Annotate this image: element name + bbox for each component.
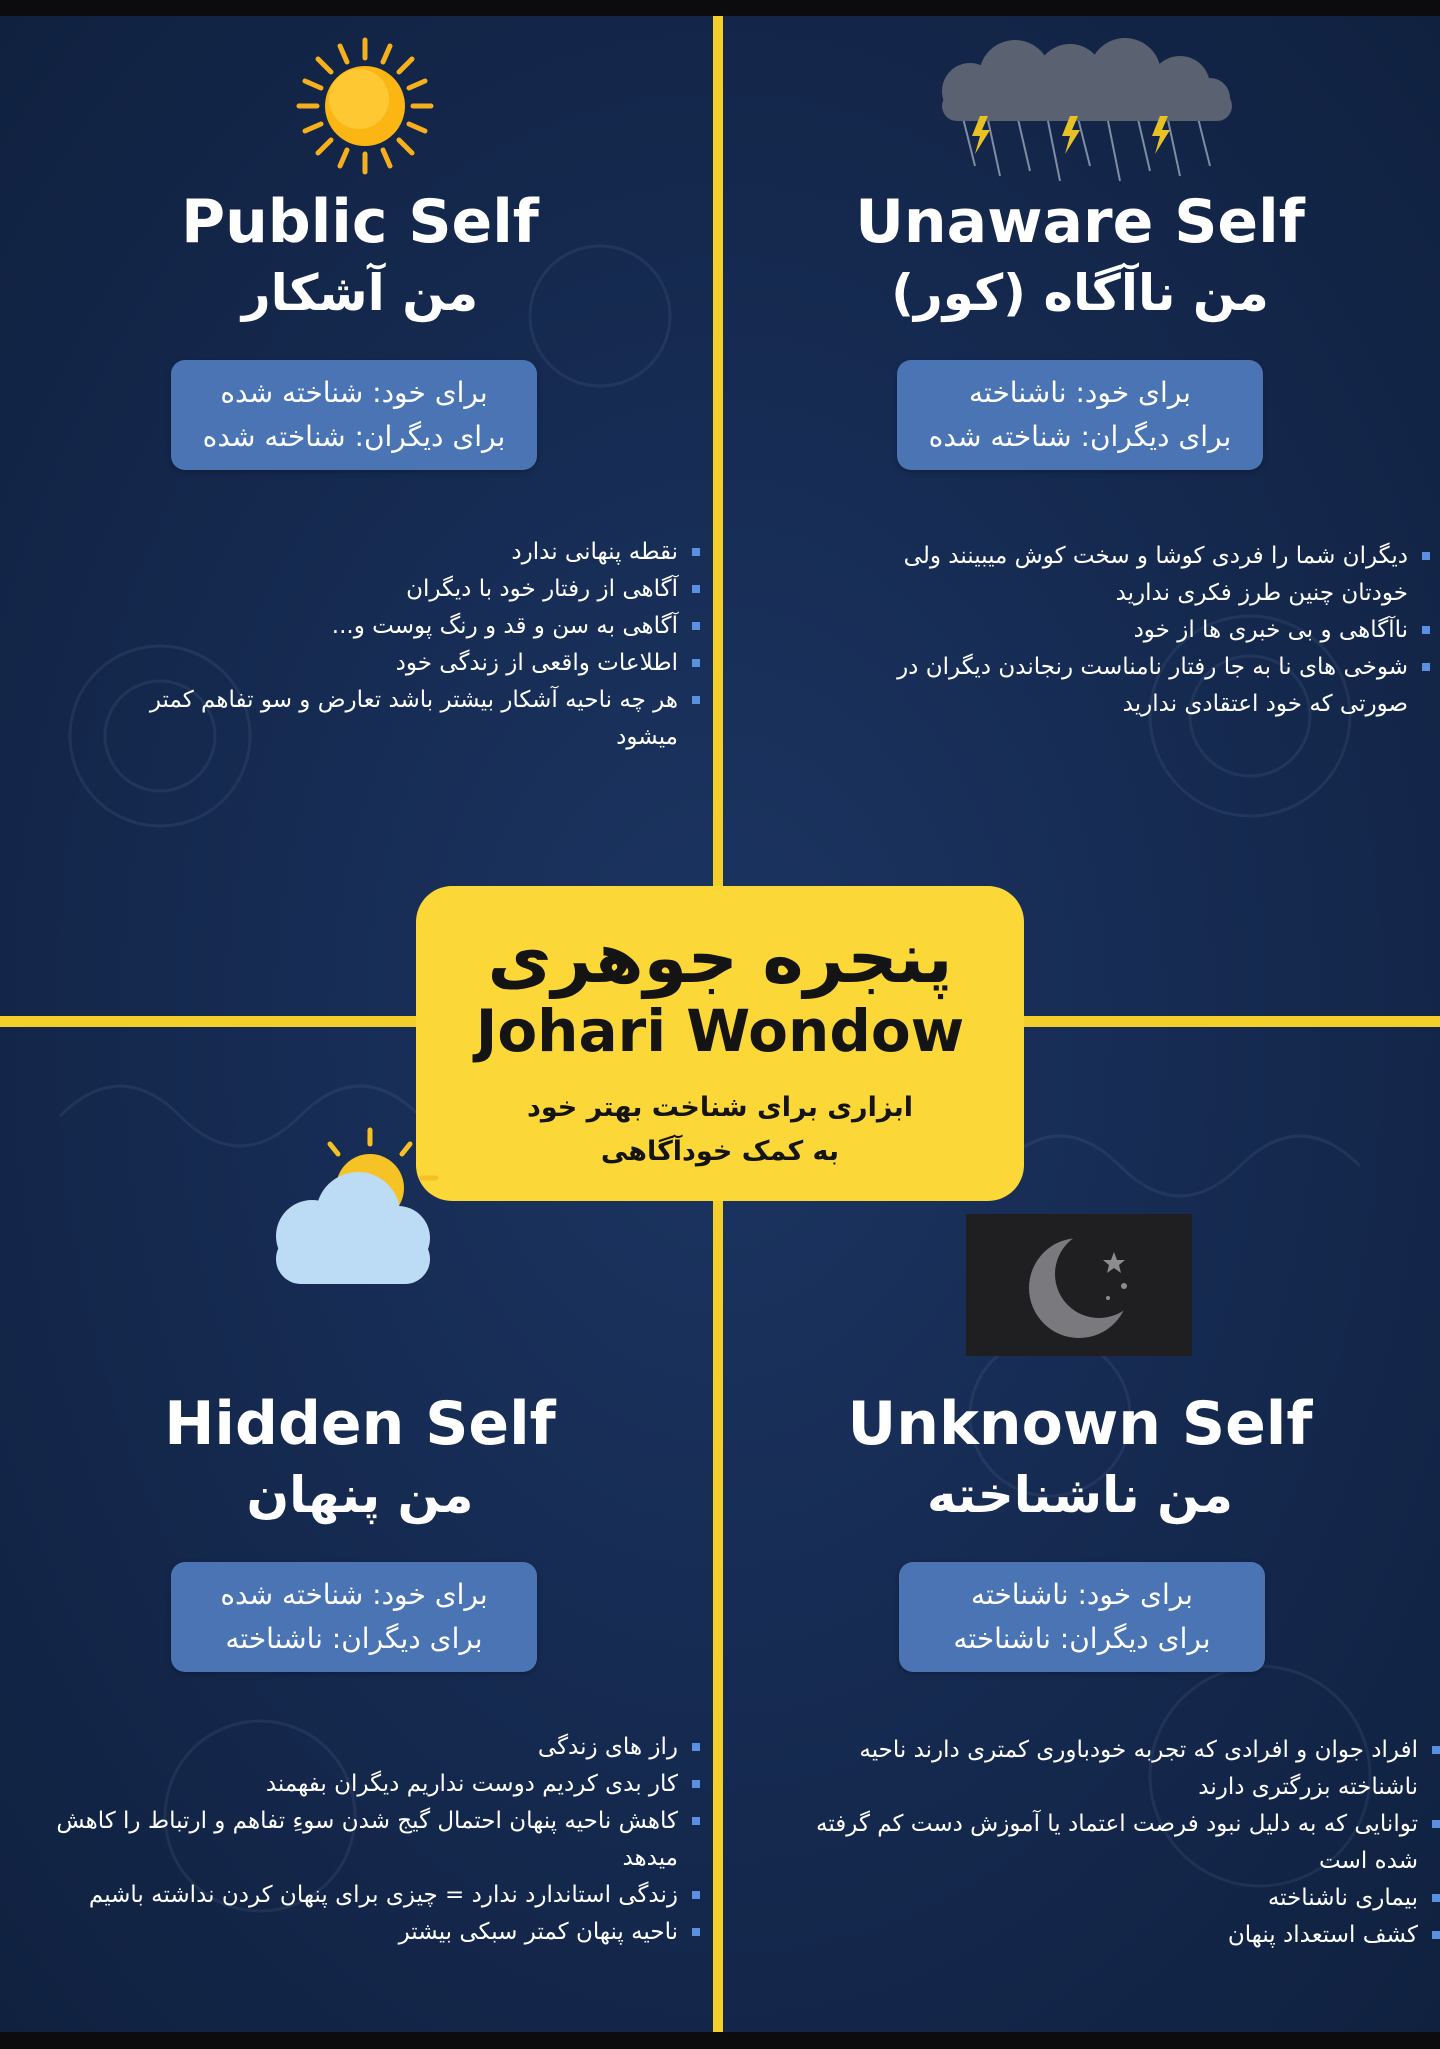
list-item: ناحیه پنهان کمتر سبکی بیشتر	[20, 1914, 700, 1951]
hidden-self-info-box	[171, 1562, 537, 1672]
public-self-info-box	[171, 360, 537, 470]
sun-icon	[295, 36, 435, 176]
list-item: توانایی که به دلیل نبود فرصت اعتماد یا آموزش دست کم گرفته شده است	[780, 1806, 1440, 1880]
list-item: زندگی استاندارد ندارد = چیزی برای پنهان کردن نداشته باشیم	[20, 1877, 700, 1914]
hidden-self-self-line: برای خود: شناخته شده	[220, 1578, 488, 1611]
public-self-self-line: برای خود: شناخته شده	[220, 376, 488, 409]
unaware-self-bullets	[870, 538, 1430, 723]
partly-cloudy-icon	[250, 1126, 450, 1286]
unknown-self-bullets	[780, 1732, 1440, 1954]
list-item: راز های زندگی	[20, 1729, 700, 1766]
public-self-others-line: برای دیگران: شناخته شده	[202, 420, 506, 453]
list-item: آگاهی به سن و قد و رنگ پوست و...	[140, 608, 700, 645]
unknown-self-others-line: برای دیگران: ناشناخته	[953, 1622, 1211, 1655]
public-self-title-en: Public Self	[181, 187, 539, 257]
list-item: هر چه ناحیه آشکار بیشتر باشد تعارض و سو تفاهم کمتر میشود	[140, 682, 700, 756]
unaware-self-title-en: Unaware Self	[855, 187, 1305, 257]
unknown-self-info-box	[899, 1562, 1265, 1672]
center-subtitle-line2: به کمک خودآگاهی	[600, 1136, 840, 1167]
public-self-title-fa: من آشکار	[241, 264, 479, 322]
list-item: کشف استعداد پنهان	[780, 1917, 1440, 1954]
list-item: شوخی های نا به جا رفتار نامناست رنجاندن دیگران در صورتی که خود اعتقادی ندارید	[870, 649, 1430, 723]
hidden-self-others-line: برای دیگران: ناشناخته	[225, 1622, 483, 1655]
center-subtitle-line1: ابزاری برای شناخت بهتر خود	[526, 1092, 914, 1123]
hidden-self-title-en: Hidden Self	[164, 1389, 556, 1459]
unaware-self-self-line: برای خود: ناشناخته	[969, 376, 1191, 409]
list-item: کاهش ناحیه پنهان احتمال گیج شدن سوءِ تفاهم و ارتباط را کاهش میدهد	[20, 1803, 700, 1877]
list-item: اطلاعات واقعی از زندگی خود	[140, 645, 700, 682]
list-item: بیماری ناشناخته	[780, 1880, 1440, 1917]
unaware-self-info-box	[897, 360, 1263, 470]
unaware-self-title-fa: من ناآگاه (کور)	[891, 264, 1269, 322]
unknown-self-self-line: برای خود: ناشناخته	[971, 1578, 1193, 1611]
unaware-self-others-line: برای دیگران: شناخته شده	[928, 420, 1232, 453]
list-item: کار بدی کردیم دوست نداریم دیگران بفهمند	[20, 1766, 700, 1803]
center-title-en: Johari Wondow	[475, 997, 965, 1065]
list-item: دیگران شما را فردی کوشا و سخت کوش میبینند ولی خودتان چنین طرز فکری ندارید	[870, 538, 1430, 612]
list-item: ناآگاهی و بی خبری ها از خود	[870, 612, 1430, 649]
hidden-self-bullets	[20, 1729, 700, 1951]
center-subtitle	[416, 1086, 1024, 1174]
center-title-fa: پنجره جوهری	[487, 917, 953, 999]
list-item: افراد جوان و افرادی که تجربه خودباوری کمتری دارند ناحیه ناشناخته بزرگتری دارند	[780, 1732, 1440, 1806]
list-item: نقطه پنهانی ندارد	[140, 534, 700, 571]
public-self-bullets	[140, 534, 700, 756]
unknown-self-title-en: Unknown Self	[847, 1389, 1313, 1459]
hidden-self-title-fa: من پنهان	[246, 1466, 474, 1524]
johari-window-title-box	[416, 886, 1024, 1201]
list-item: آگاهی از رفتار خود با دیگران	[140, 571, 700, 608]
infographic-canvas	[0, 16, 1440, 2032]
horizontal-divider-left	[0, 1016, 420, 1027]
horizontal-divider-right	[1020, 1016, 1440, 1027]
storm-cloud-icon	[920, 36, 1240, 196]
unknown-self-title-fa: من ناشناخته	[926, 1466, 1234, 1524]
moon-stars-icon	[966, 1214, 1192, 1356]
